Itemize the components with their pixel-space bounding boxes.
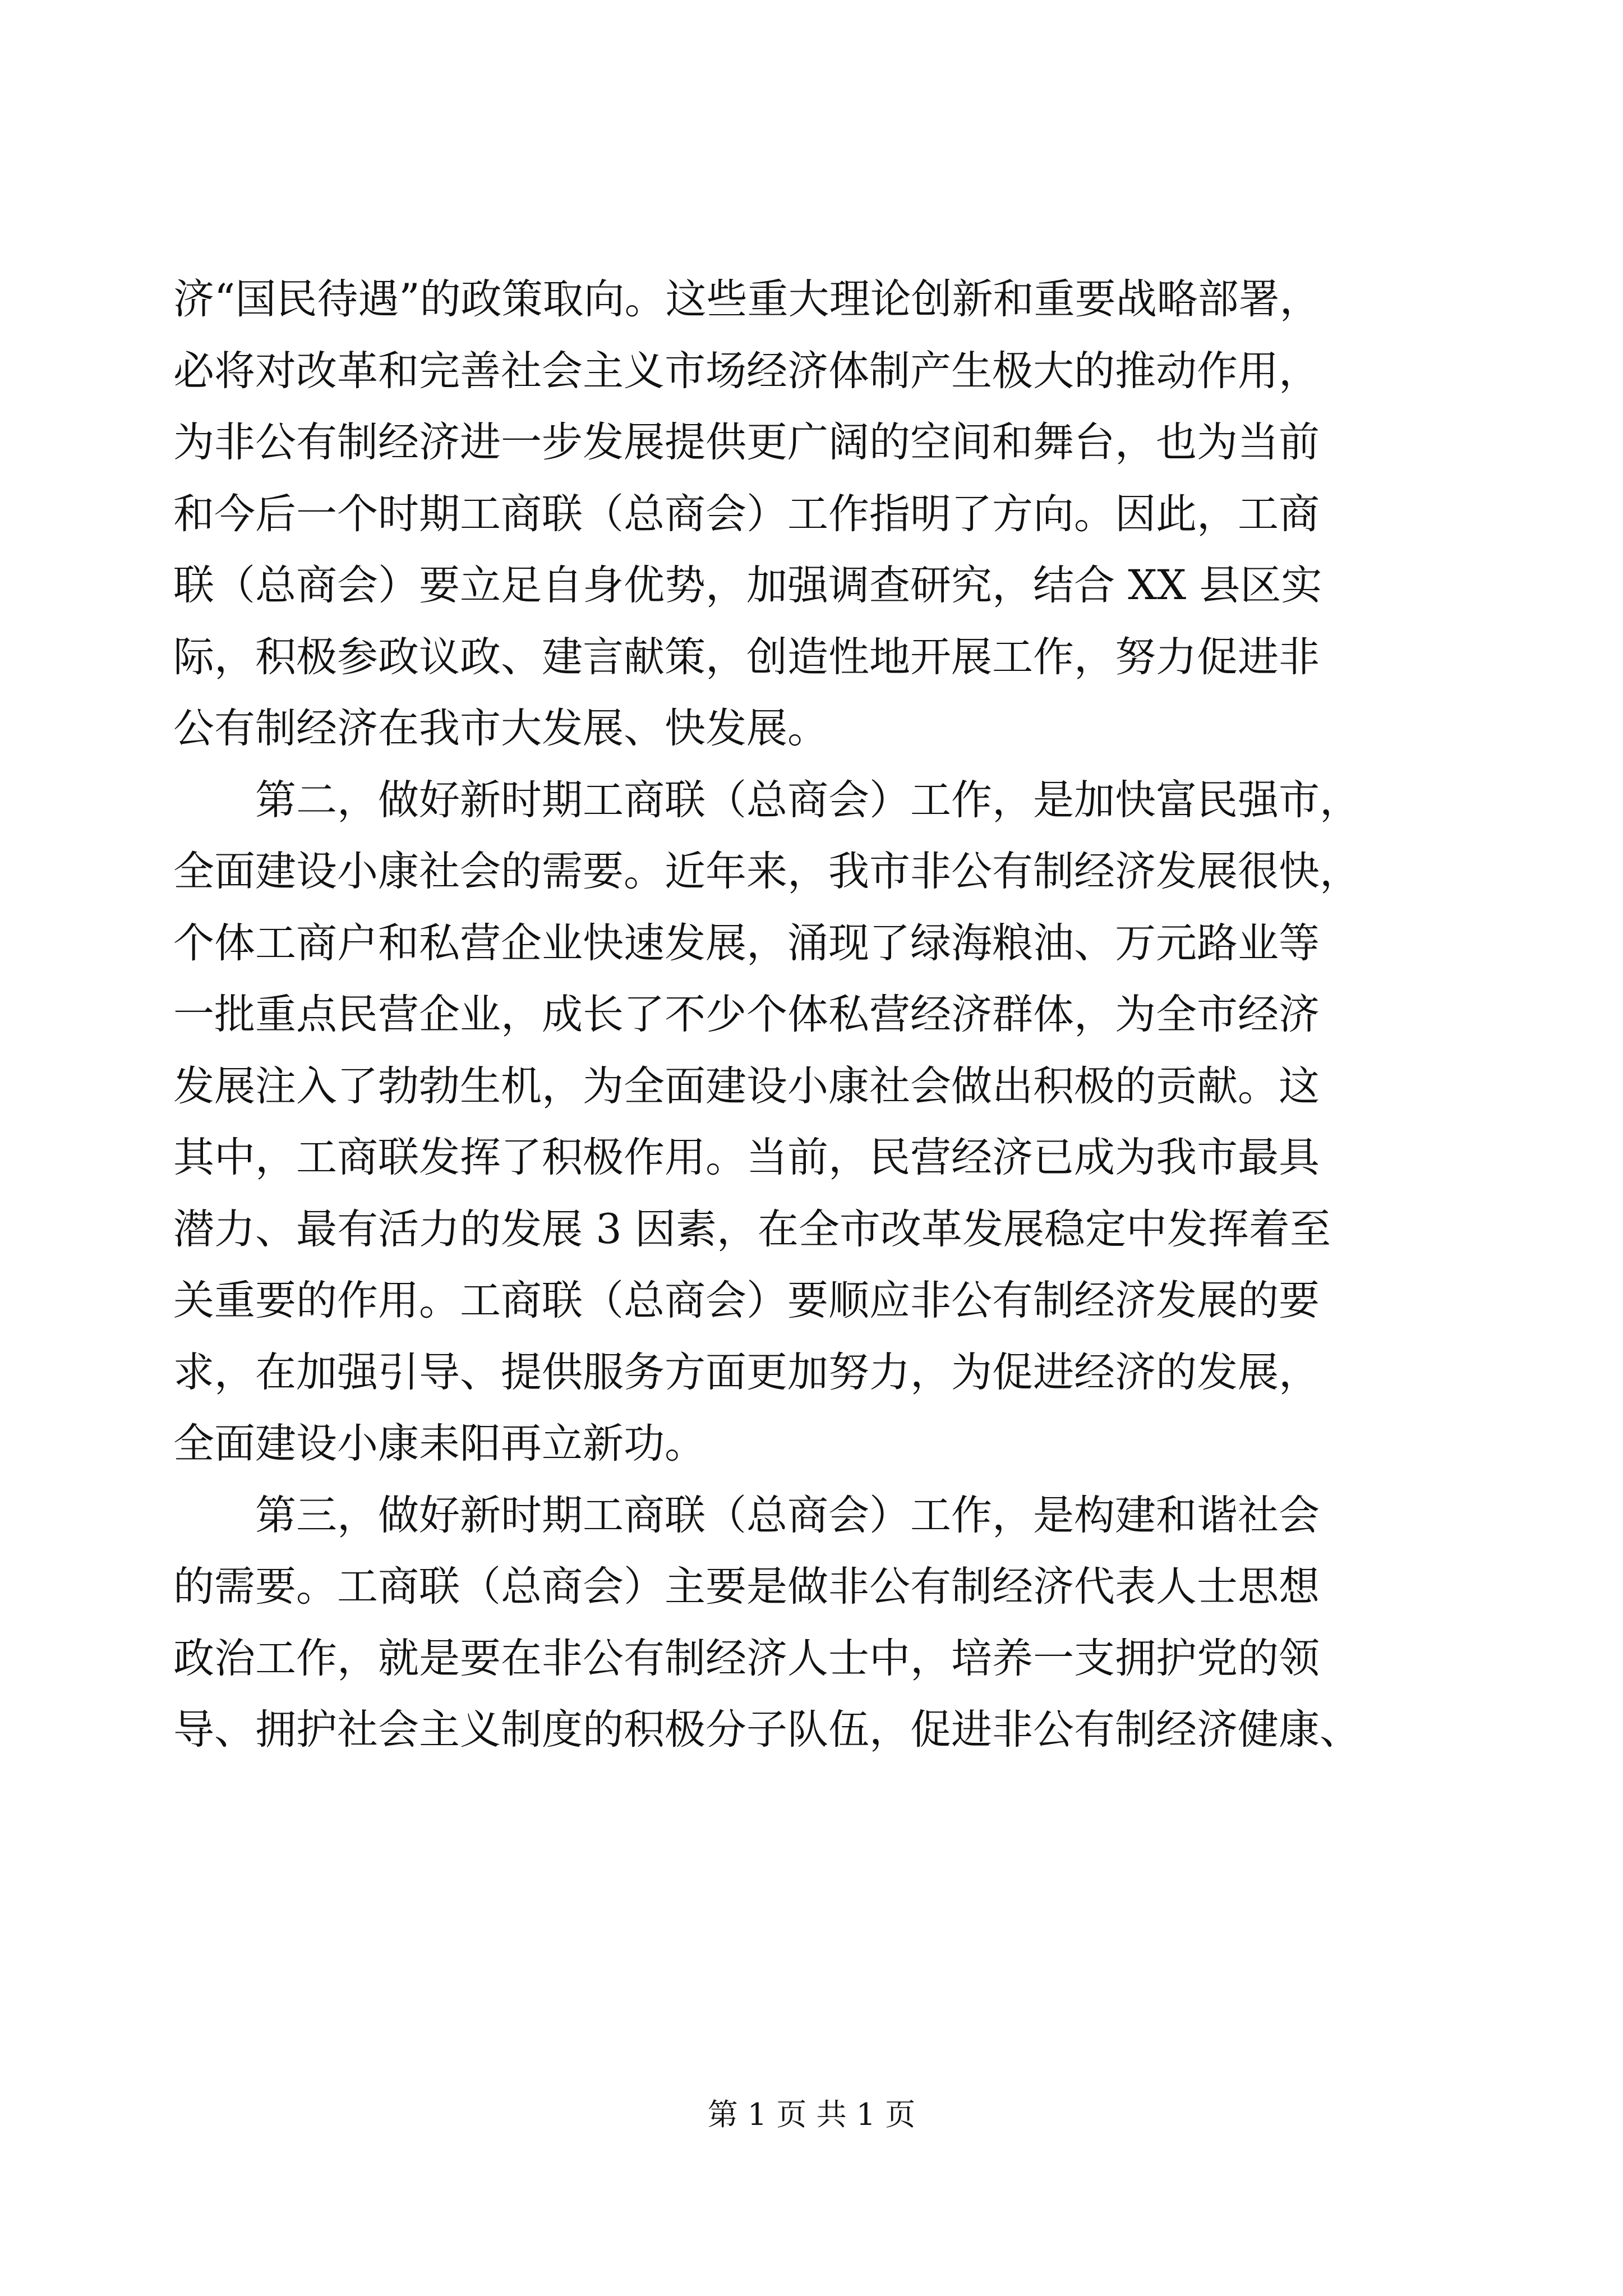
text-line: 必将对改革和完善社会主义市场经济体制产生极大的推动作用， (173, 347, 1320, 395)
body-text (173, 264, 1446, 1766)
text-line: 潜力、最有活力的发展 3 因素，在全市改革发展稳定中发挥着至 (173, 1205, 1331, 1253)
text-line: 一批重点民营企业，成长了不少个体私营经济群体，为全市经济 (173, 991, 1320, 1038)
text-line: 发展注入了勃勃生机，为全面建设小康社会做出积极的贡献。这 (173, 1062, 1320, 1110)
page-number-label: 第 1 页 共 1 页 (707, 2097, 916, 2132)
paragraph-start-line: 第三，做好新时期工商联（总商会）工作，是构建和谐社会 (173, 1491, 1320, 1539)
text-line: 的需要。工商联（总商会）主要是做非公有制经济代表人士思想 (173, 1563, 1320, 1611)
text-line: 公有制经济在我市大发展、快发展。 (173, 705, 828, 752)
text-line: 政治工作，就是要在非公有制经济人士中，培养一支拥护党的领 (173, 1634, 1320, 1682)
text-line: 联（总商会）要立足自身优势，加强调查研究，结合 XX 县区实 (173, 562, 1322, 609)
text-line: 个体工商户和私营企业快速发展，涌现了绿海粮油、万元路业等 (173, 919, 1320, 967)
page-footer (0, 2095, 1623, 2134)
text-line: 关重要的作用。工商联（总商会）要顺应非公有制经济发展的要 (173, 1277, 1320, 1324)
text-line: 全面建设小康社会的需要。近年来，我市非公有制经济发展很快， (173, 848, 1361, 895)
text-line: 际，积极参政议政、建言献策，创造性地开展工作，努力促进非 (173, 633, 1320, 681)
text-line: 和今后一个时期工商联（总商会）工作指明了方向。因此，工商 (173, 490, 1320, 538)
paragraph-start-line: 第二，做好新时期工商联（总商会）工作，是加快富民强市， (173, 776, 1361, 824)
text-line: 求，在加强引导、提供服务方面更加努力，为促进经济的发展， (173, 1348, 1320, 1396)
text-line: 导、拥护社会主义制度的积极分子队伍，促进非公有制经济健康、 (173, 1706, 1361, 1754)
text-line: 为非公有制经济进一步发展提供更广阔的空间和舞台，也为当前 (173, 418, 1320, 466)
text-line: 全面建设小康耒阳再立新功。 (173, 1420, 706, 1467)
text-line: 其中，工商联发挥了积极作用。当前，民营经济已成为我市最具 (173, 1134, 1320, 1181)
text-line: 济“国民待遇”的政策取向。这些重大理论创新和重要战略部署， (173, 275, 1321, 323)
